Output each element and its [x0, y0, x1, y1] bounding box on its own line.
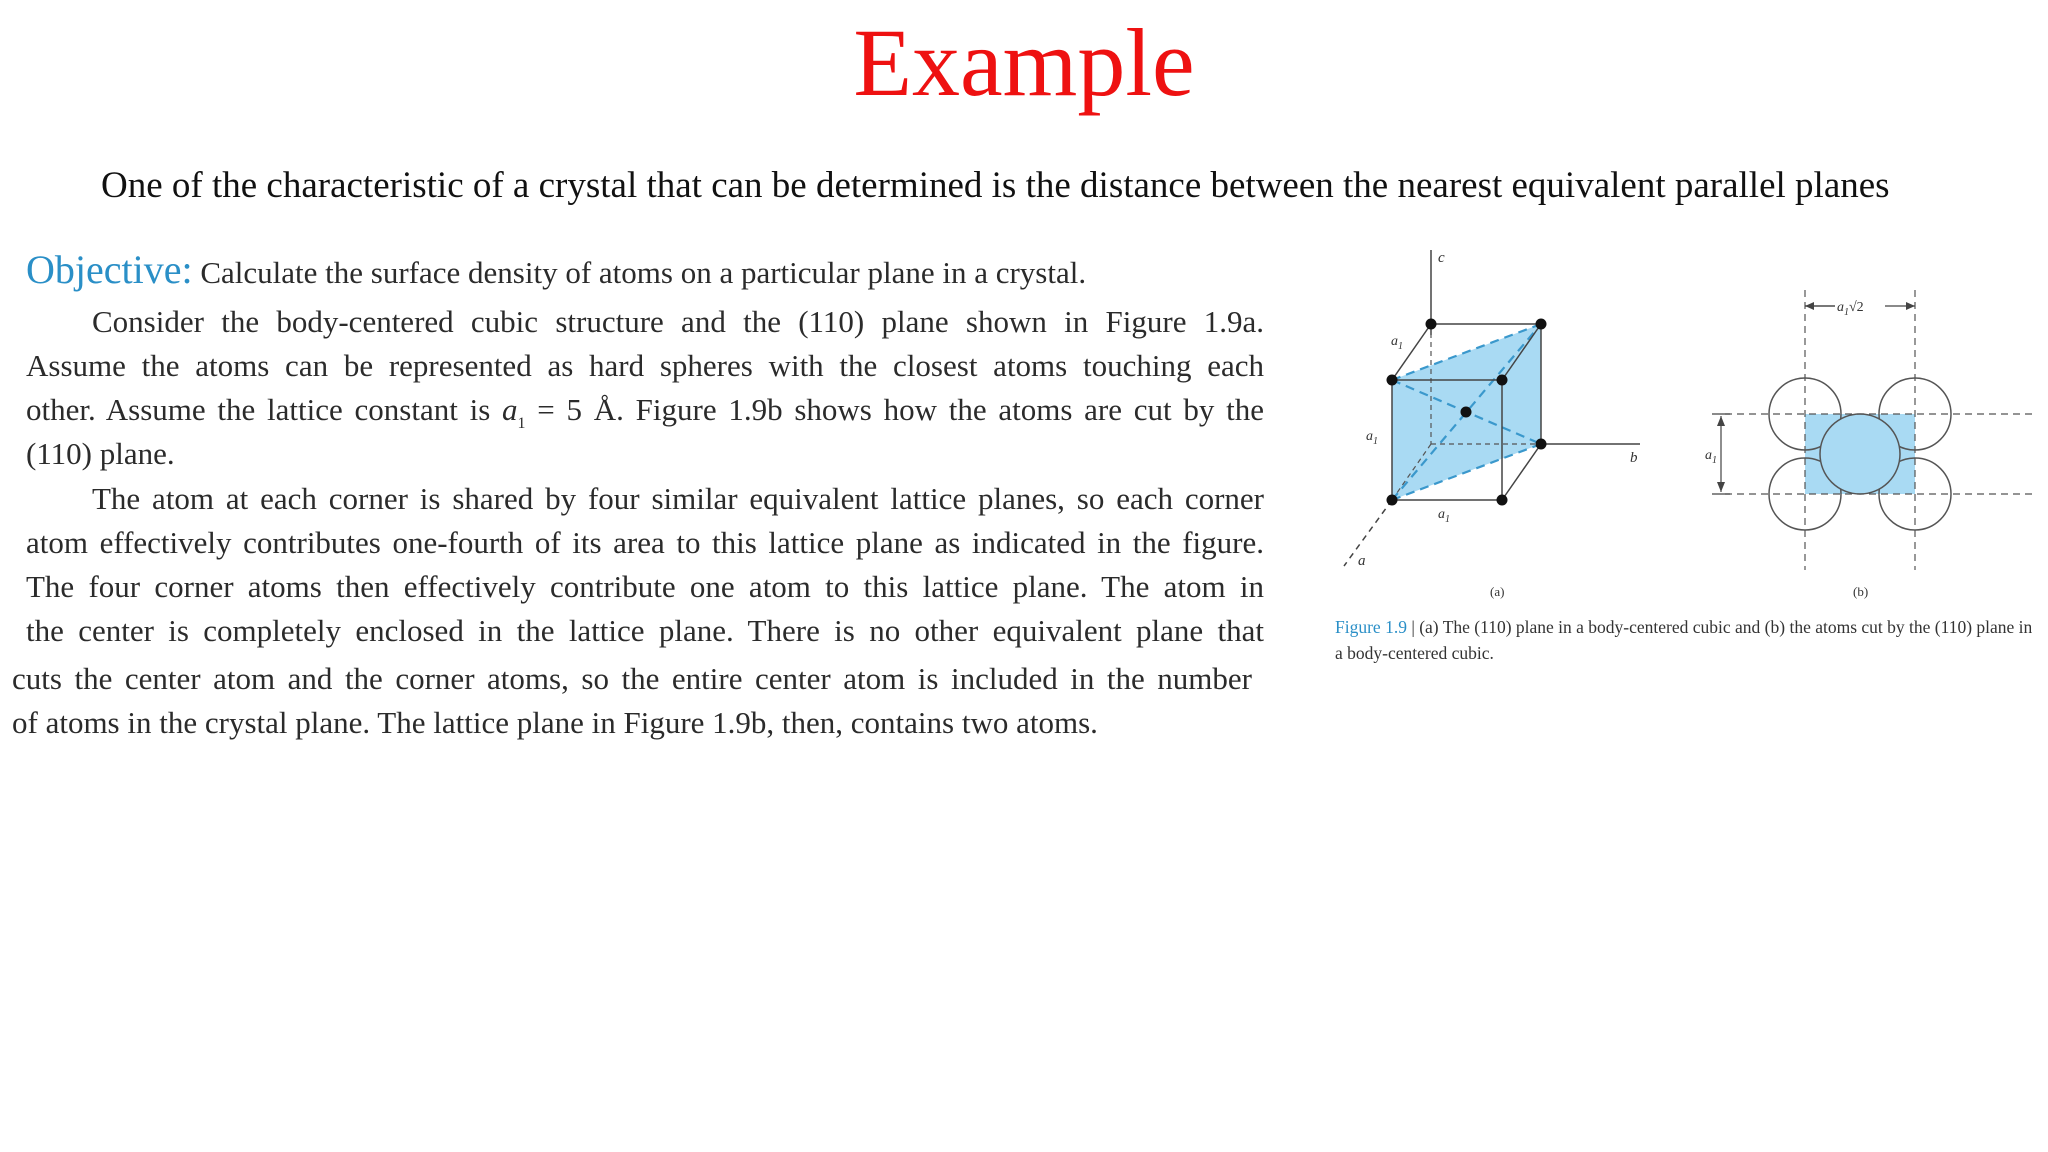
slide-title: Example — [853, 9, 1195, 116]
line3-post: = 5 Å. Figure 1.9b shows how the atoms are cut by the — [525, 392, 1265, 427]
paragraph1-line4: (110) plane. — [26, 436, 175, 471]
axis-b-label: b — [1630, 450, 1638, 466]
dim-a1-right: $a_1$ — [1705, 448, 1717, 466]
paragraph1-line2: Assume the atoms can be represented as hard spheres with the closest atoms touching each — [26, 348, 1264, 383]
slide-subtitle: One of the characteristic of a crystal that can be determined is the distance between the nearest equivalent parallel planes — [101, 165, 1890, 206]
line3-pre: other. Assume the lattice constant is — [26, 392, 503, 427]
caption-text: | (a) The (110) plane in a body-centered cubic and (b) the atoms cut by the (110) plane in a body-centered cubic. — [1335, 617, 2033, 663]
figure-caption — [1335, 614, 2035, 666]
dim-a1-left: $a_1$ — [1366, 429, 1378, 447]
paragraph2-line1: The atom at each corner is shared by four similar equivalent lattice planes, so each corner — [92, 481, 1264, 516]
paragraph1-line1: Consider the body-centered cubic structure and the (110) plane shown in Figure 1.9a. — [92, 304, 1264, 339]
label-a: (a) — [1490, 584, 1505, 599]
lattice-var: a — [502, 392, 518, 427]
dim-a1-sqrt2: $a_1√2$ — [1837, 300, 1864, 318]
label-b: (b) — [1853, 584, 1869, 599]
objective-label: Objective: — [26, 247, 193, 292]
paragraph2-line3: The four corner atoms then effectively contribute one atom to this lattice plane. The atom in — [26, 569, 1264, 604]
paragraph2-line6: of atoms in the crystal plane. The lattice plane in Figure 1.9b, then, contains two atoms. — [12, 705, 1098, 740]
objective-text: Calculate the surface density of atoms on a particular plane in a crystal. — [200, 255, 1087, 290]
paragraph1-line3 — [26, 388, 1264, 446]
atoms-cut-diagram — [1705, 290, 2035, 599]
objective-line — [26, 248, 1086, 295]
axis-c-label: c — [1438, 250, 1445, 266]
caption-label: Figure 1.9 — [1335, 617, 1407, 637]
paragraph2-line4: the center is completely enclosed in the lattice plane. There is no other equivalent plane that — [26, 613, 1264, 648]
bcc-cube-diagram — [1344, 250, 1640, 599]
paragraph2-line2: atom effectively contributes one-fourth of its area to this lattice plane as indicated in the figure. — [26, 525, 1264, 560]
dim-a1-bottom: $a_1$ — [1438, 507, 1450, 525]
axis-a-label: a — [1358, 553, 1366, 569]
lattice-sub: 1 — [517, 415, 526, 432]
dim-a1-top: $a_1$ — [1391, 334, 1403, 352]
paragraph2-line5: cuts the center atom and the corner atoms, so the entire center atom is included in the number — [12, 661, 1252, 696]
center-atom — [1820, 414, 1900, 494]
